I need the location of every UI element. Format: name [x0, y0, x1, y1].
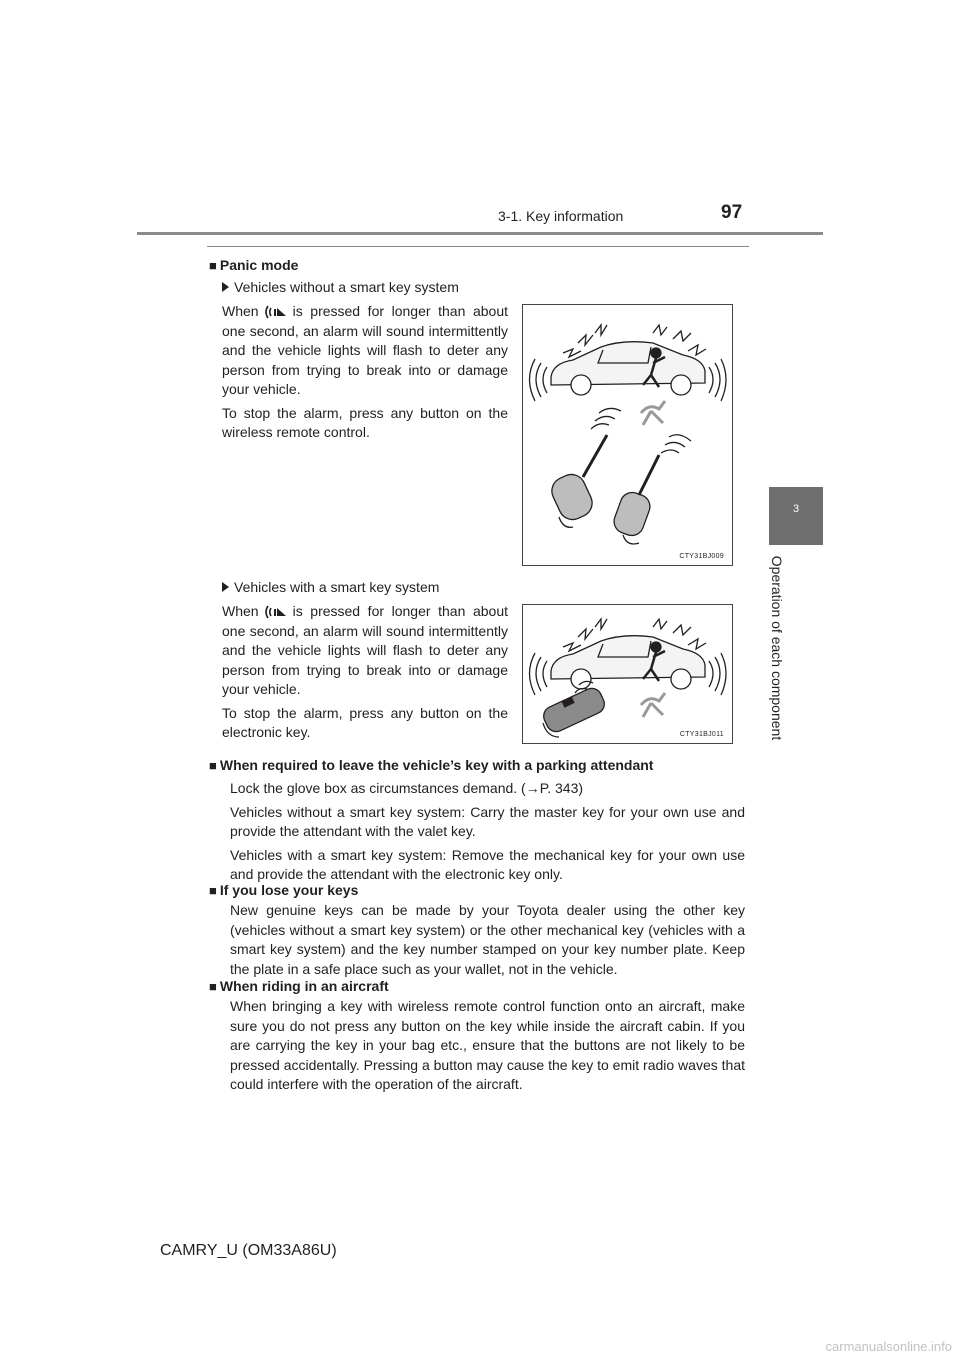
chapter-title — [765, 550, 789, 746]
bullet-square-icon: ■ — [209, 883, 217, 898]
figure-code-1: CTY31BJ009 — [679, 553, 724, 560]
lose-keys-heading — [209, 882, 358, 898]
footer-model: CAMRY_U (OM33A86U) — [160, 1242, 337, 1259]
panic-button-icon — [263, 604, 289, 620]
figure-alarm-wireless-remote — [522, 304, 733, 566]
aircraft-text — [230, 997, 745, 1095]
aircraft-p1: When bringing a key with wireless remote control function onto an aircraft, make sure you do not press any button on the key while inside the aircraft cabin. If you are carrying the key in your bag etc., ensure that the buttons are not likely to be pressed accidentally. Pressing a button may cause the key to emit radio waves that could interfere with the operation of the aircraft. — [230, 998, 745, 1092]
bullet-square-icon: ■ — [209, 979, 217, 994]
aircraft-heading — [209, 978, 389, 994]
panic-without-smart-text — [222, 302, 508, 443]
figure-code-2: CTY31BJ011 — [679, 731, 724, 738]
parking-heading — [209, 757, 653, 773]
panic-with-smart-desc: is pressed for longer than about one second, an alarm will sound intermittently and the vehicle lights will flash to deter any person from trying to break into or damage your vehicle. — [222, 603, 508, 697]
chapter-number: 3 — [792, 503, 800, 515]
parking-p2: Vehicles without a smart key system: Carry the master key for your own use and provide the attendant with the valet key. — [230, 803, 745, 839]
parking-p1: Lock the glove box as circumstances demand. (→P. 343) — [230, 780, 584, 796]
panic-with-smart-stop: To stop the alarm, press any button on the electronic key. — [222, 704, 508, 740]
figure-alarm-electronic-key — [522, 604, 733, 744]
parking-heading-text: When required to leave the vehicle’s key with a parking attendant — [219, 757, 654, 773]
subsection-without-smart-label: Vehicles without a smart key system — [234, 279, 459, 295]
aircraft-heading-text: When riding in an aircraft — [219, 978, 389, 994]
when-word: When — [222, 603, 259, 619]
panic-with-smart-text — [222, 602, 508, 743]
section-rule — [207, 246, 749, 247]
subsection-with-smart — [222, 579, 439, 595]
bullet-square-icon: ■ — [209, 758, 217, 773]
lose-keys-p1: New genuine keys can be made by your Toyota dealer using the other key (vehicles without a smart key system) or the other mechanical key (vehicles with a smart key system) and the key number stamped on your key number plate. Keep the plate in a safe place such as your wallet, not in the vehicle. — [230, 902, 745, 977]
footer-watermark: carmanualsonline.info — [825, 1339, 952, 1354]
when-word: When — [222, 303, 259, 319]
panic-mode-heading — [209, 257, 298, 273]
panic-button-icon — [263, 304, 289, 320]
parking-p3: Vehicles with a smart key system: Remove the mechanical key for your own use and provide the attendant with the electronic key only. — [230, 846, 745, 882]
panic-without-smart-stop: To stop the alarm, press any button on the wireless remote control. — [222, 404, 508, 440]
lose-keys-text — [230, 901, 745, 979]
alarm-illustration-1 — [523, 305, 732, 565]
lose-keys-heading-text: If you lose your keys — [219, 882, 359, 898]
alarm-illustration-2 — [523, 605, 732, 743]
triangle-bullet-icon — [222, 282, 229, 292]
subsection-without-smart — [222, 279, 459, 295]
bullet-square-icon: ■ — [209, 258, 217, 273]
panic-without-smart-desc: is pressed for longer than about one second, an alarm will sound intermittently and the vehicle lights will flash to deter any person from trying to break into or damage your vehicle. — [222, 303, 508, 397]
chapter-title-text: Operation of each component — [769, 555, 785, 741]
header-rule — [137, 232, 823, 235]
triangle-bullet-icon — [222, 582, 229, 592]
panic-mode-heading-text: Panic mode — [219, 257, 299, 273]
subsection-with-smart-label: Vehicles with a smart key system — [234, 579, 440, 595]
chapter-tab — [769, 487, 823, 545]
header-section-title: 3-1. Key information — [498, 208, 624, 224]
page-number: 97 — [721, 202, 743, 223]
parking-text — [230, 779, 745, 885]
